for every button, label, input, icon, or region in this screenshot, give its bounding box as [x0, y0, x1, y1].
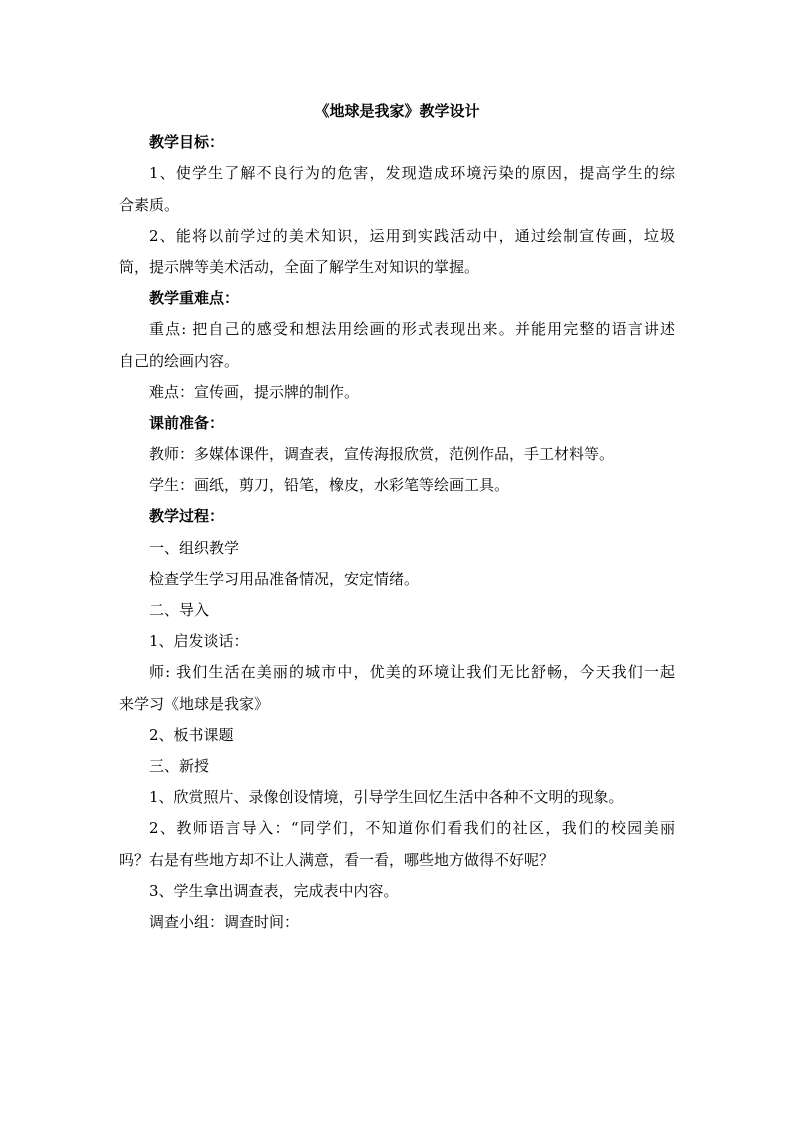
paragraph-line: 1、启发谈话：	[149, 632, 249, 651]
paragraph-line: 教师：多媒体课件，调查表，宣传海报欣赏，范例作品，手工材料等。	[149, 445, 615, 464]
page-title: 《地球是我家》教学设计	[314, 102, 480, 120]
paragraph-line: 调查小组：调查时间：	[149, 912, 300, 931]
paragraph-line: 合素质。	[119, 195, 180, 214]
section-heading: 教学过程：	[149, 507, 225, 526]
paragraph-line: 2、能将以前学过的美术知识，运用到实践活动中，通过绘制宣传画，垃圾	[149, 226, 675, 245]
paragraph-line: 1、欣赏照片、录像创设情境，引导学生回忆生活中各种不文明的现象。	[149, 788, 624, 807]
paragraph-line: 2、板书课题	[149, 725, 234, 744]
paragraph-line: 筒，提示牌等美术活动，全面了解学生对知识的掌握。	[119, 257, 480, 276]
paragraph-line: 吗？右是有些地方却不让人满意，看一看，哪些地方做得不好呢？	[119, 850, 555, 869]
paragraph-line: 三、新授	[149, 756, 210, 775]
document-body	[119, 96, 675, 938]
paragraph-line: 师: 我们生活在美丽的城市中，优美的环境让我们无比舒畅，今天我们一起	[149, 663, 675, 682]
section-heading: 课前准备：	[149, 413, 225, 432]
paragraph-line: 一、组织教学	[149, 538, 240, 557]
paragraph-line: 二、导入	[149, 601, 210, 619]
paragraph-line: 自己的绘画内容。	[119, 351, 240, 370]
paragraph-line: 学生：画纸，剪刀，铅笔，橡皮，水彩笔等绘画工具。	[149, 476, 510, 495]
paragraph-line: 来学习《地球是我家》	[119, 694, 270, 713]
section-heading: 教学目标：	[149, 133, 225, 152]
paragraph-line: 难点：宣传画，提示牌的制作。	[149, 382, 360, 401]
section-heading: 教学重难点：	[149, 289, 240, 308]
paragraph-line: 2、教师语言导入：“同学们，不知道你们看我们的社区，我们的校园美丽	[149, 819, 675, 838]
paragraph-line: 3、学生拿出调查表，完成表中内容。	[149, 881, 399, 900]
paragraph-line: 重点: 把自己的感受和想法用绘画的形式表现出来。并能用完整的语言讲述	[149, 320, 675, 339]
paragraph-line: 1、使学生了解不良行为的危害，发现造成环境污染的原因，提高学生的综	[149, 164, 675, 183]
paragraph-line: 检查学生学习用品准备情况，安定情绪。	[149, 569, 420, 588]
